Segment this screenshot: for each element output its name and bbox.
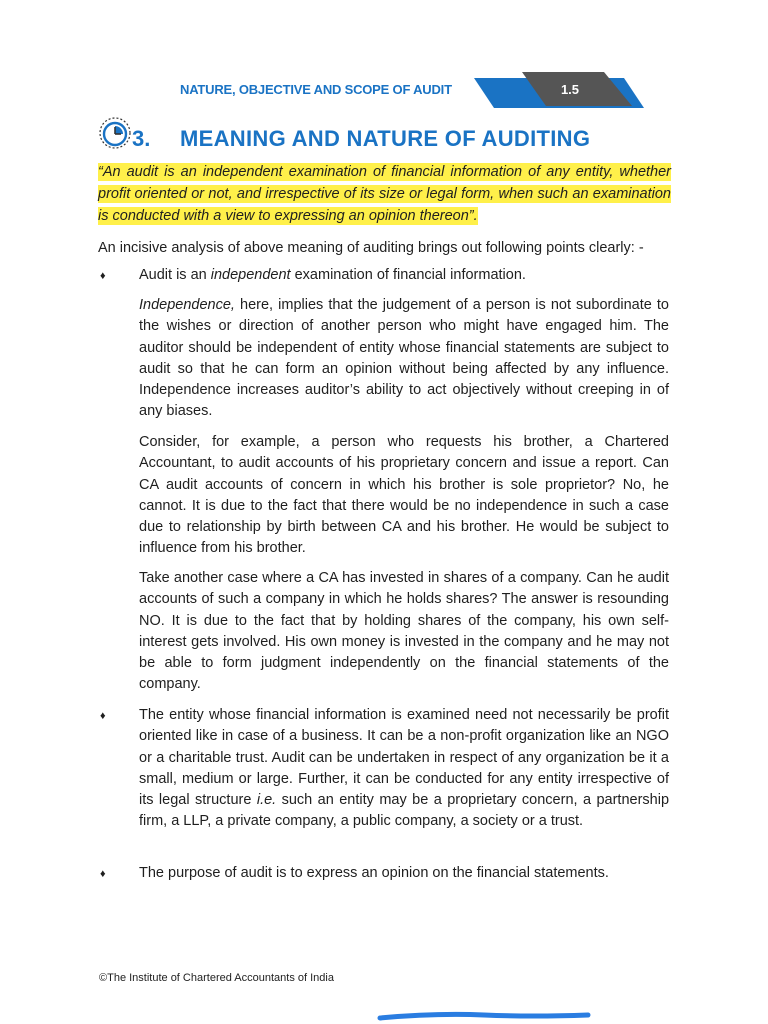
- definition-quote: [98, 161, 671, 227]
- section-title: MEANING AND NATURE OF AUDITING: [180, 126, 591, 151]
- point-1-lead-after: examination of financial information.: [290, 267, 526, 283]
- bullet-diamond-icon: ♦: [100, 710, 106, 722]
- pen-mark-stroke: [376, 1008, 592, 1024]
- intro-paragraph: An incisive analysis of above meaning of auditing brings out following points clearly: -: [98, 240, 644, 256]
- clock-icon: [98, 116, 132, 150]
- copyright-footer: ©The Institute of Chartered Accountants of India: [99, 972, 334, 984]
- page-number: 1.5: [560, 82, 580, 97]
- bullet-diamond-icon: ♦: [100, 868, 106, 880]
- point-2-paragraph: [139, 705, 669, 833]
- point-3-paragraph: The purpose of audit is to express an opinion on the financial statements.: [139, 865, 609, 881]
- point-2-emphasis: i.e.: [256, 792, 277, 809]
- running-header-title: NATURE, OBJECTIVE AND SCOPE OF AUDIT: [180, 82, 452, 97]
- point-1-lead-emphasis: independent: [210, 267, 291, 283]
- section-number: 3.: [132, 126, 151, 151]
- brother-example-paragraph: Consider, for example, a person who requests his brother, a Chartered Accountant, to audit accounts of his proprietary concern and issue a report. Can CA audit accounts of concern in which his brother is sole proprietor? No, he cannot. It is due to the fact that there would be no independence in such a case due to relationship by birth between CA and his brother. He would be subject to influence from his brother.: [139, 434, 669, 557]
- point-2-text-before: The entity whose financial information is examined need not necessarily be profit oriented like in case of a business. It can be a non-profit organization like an NGO or a charitable trust. Audit can be undertaken in respect of any organization be it a small, medium or large. Further, it can be conducted for any entity irrespective of its legal structure: [139, 707, 669, 809]
- point-2-text-after: such an entity may be a proprietary concern, a partnership firm, a LLP, a private company, a public company, a society or a trust.: [139, 792, 670, 830]
- point-1-lead: [139, 265, 669, 286]
- point-1-lead-before: Audit is an: [139, 267, 211, 283]
- independence-paragraph: [139, 295, 669, 423]
- independence-term: Independence,: [139, 297, 235, 313]
- definition-highlight: “An audit is an independent examination of financial information of any entity, whether profit oriented or not, and irrespective of its size or legal form, when such an examination is conducted with a view to expressing an opinion thereon”.: [98, 164, 671, 224]
- independence-text: here, implies that the judgement of a person is not subordinate to the wishes or direction of another person who might have engaged him. The auditor should be independent of entity whose financial statements are subject to audit so that he can form an opinion without being affected by any influence. Independence increases auditor’s ability to act objectively without creeping in of any biases.: [139, 297, 669, 420]
- bullet-diamond-icon: ♦: [100, 270, 106, 282]
- shares-example-paragraph: Take another case where a CA has invested in shares of a company. Can he audit accounts of such a company in which he holds shares? The answer is resounding NO. It is due to the fact that by holding shares of the company, his own self-interest gets involved. His own money is invested in the company and he may not be able to form judgment independently on the financial statements of the company.: [139, 570, 669, 693]
